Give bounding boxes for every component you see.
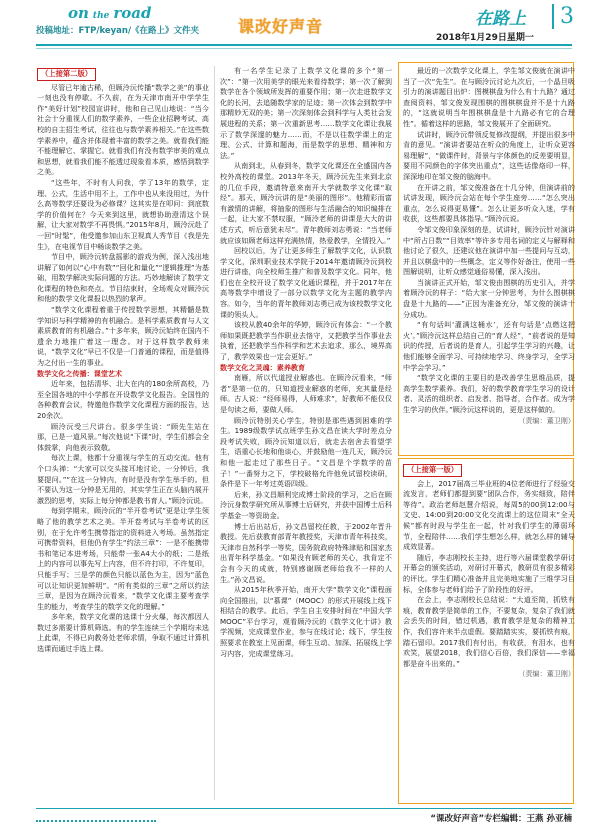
page-header [0,0,600,62]
paragraph: “数学文化课的主要目的是改善学生思维品质，提高学生数学素养。我们，好的数学教育学生学习的设计者、灵活的组织者、启发者、指导者，合作者。成为学生学习的伙伴。”顾泠沅这样说的，更是这样做的。 [403,373,575,414]
continued-tag: （上接第一版） [403,464,462,477]
paragraph: 博士后出站后，孙文昌留校任教，于2002年晋升教授。先后获教育部青年教授奖，天津市青年科技奖，天津市自然科学一等奖，国务院政府特殊津贴和国家杰出青年科学基金。“如果没有顾老师的关心，我肯定不会有今天的成就，特别感谢顾老师给我不一样的人生。”孙文昌说。 [220,521,392,584]
paragraph: 试讲时，顾泠沅带领反复修改提纲，并提出很多中肯的意见。“演讲者要站在听众的角度上，让听众更容易理解”，“做课件时，背景与字体颜色的反差要明显，要用不同颜色的字体突出重点”，这些话像烙印一样，深深地印在邹文俊的脑海中。 [403,129,575,181]
paragraph: 该校从教40余年的华婷，顾泠沅有体会：“一个教师如果既把教学当作职业去恪守，又把教学当作事业去执着，还把教学当作科学和艺术去追求，那么，境界高了，教学效果也一定会更好。” [220,320,392,362]
paper-logo: 在路上 [475,9,526,29]
continued-tag: （上接第二版） [37,68,96,81]
article-column-3 [403,66,575,446]
paragraph: 顾泠沅特别关心学生，特别是那些遇到困难的学生。1989级数学试点班学生孙文昌在读大学时差点分段考试失败，顾泠沅知道以后，就走去宿舍去看望学生，语重心长地和他谈心，并鼓励他一连几天，顾泠沅和他一起走过了那些日子。“文昌是个学数学的苗子！”一番努力之下，学校破格允许他免试留校读研，条件是下一年考过英语四级。 [220,415,392,489]
brand-logo: on the road [68,4,152,22]
paragraph: 有一名学生记录了上数学文化课的多个“第一次”：“第一次用美学的眼光来看待数学；第一次了解到数学在各个领域所发挥的重要作用；第一次走进数学文化的长河，去追随数学家的足迹；第一次体会到数学中那精妙无双的美；第一次深刻体会到科学与人类社会发展进程的关系；第一次重新思考……数学文化课让我展示了数学深邃的魅力……而，不是以往数学课上的定理、公式、计算和题海，而是数学的思想、精神和方法。” [220,66,392,160]
column-masthead: 课改好声音 [238,17,324,36]
article-column-4 [403,462,575,798]
paragraph: 随后，李志刚校长主持，进行等六届课堂教学研讨开幕会的颁奖活动，对研讨开幕式，教研员有很多精彩的评比。学生们精心准备并且完美地实施了三维学习目标，全体参与老师们给予了阶段性的好评。 [403,552,575,594]
paragraph: 尽管已年逾古稀，但顾泠沅传播“数学之美”的事业一刻也没有停歇。不久前，在为天津市南开中学学生作“美好计划”校园宣讲时，他和自己见山地说：“当今社会十分重视人们的数学素养，一些企业招聘考试、高校的自主招生考试，往往也与数学素养相关。”在这些数学素养中，蕴含并体现着丰富的数学之美。就看我们能不能理解它、掌握它。就看我们有没有数学审美的观点和思想，就看我们能不能透过现象看本质，感悟到数学之美。 [37,82,209,177]
paragraph: “有句话叫‘灌满这桶水’，还有句话是‘点燃这把火’。”顾泠沅这样总结自己的“育人经”，“前者说的是知识的传授，后者说的是育人，引起学生学习的兴趣，让他们能够全面学习、可持续地学习、终身学习，全学习中学会学习。” [403,320,575,372]
paragraph: 每次上课，他都十分重视与学生的互动交流。他有个口头禅：“大家可以交头接耳地讨论，一分钟后，我要提问。”“在这一分钟内，有时是没有学生举手的。但不要认为这一分钟是无用的，其实学生正在头脑内展开激烈的思考，实际上每分钟都是教书育人。”顾泠沅说。 [37,453,209,505]
submit-address: 投稿地址：FTP/keyan/《在路上》文件夹 [36,26,200,36]
editor-credit: （责编：董卫刚） [518,669,575,679]
paragraph: 从南到北，从春到冬，数学文化课还在全盛国内各校外高校的课堂。2013年冬天，顾泠沅先生来到北京的几位手段，邀请特意来南开大学就数学文化课“取经”。那天，顾泠沅讲的是“美丽的图形”。他精彩而富有激情的讲解，将抽象的图形与生活融合的知识编排在一起，让大家不禁叹服，“顾泠老师的讲课是大大的讲述方式，听后意犹未尽”。青年教师刘志勇说：“当老师就应该如顾老师这样充满热情，热爱教学，全情投入。” [220,161,392,245]
paragraph: “数学文化课程着重于传授数学思想，其精髓是数学知识与科学精神的有机融合。是科学素质教育与人文素质教育的有机融合。”十多年来，顾泠沅始终在国内不遗余力地推广着这一理念。对于这样数学教师来说，“数学文化”早已不仅是一门普通的课程，而是值得为之付出一生的事业。 [37,305,209,368]
paragraph: 回校以后，为了让更多师生了解数学文化，认识数学文化，深圳职业技术学院于2014年邀请顾泠沅到校进行讲座，向全校师生推广和普及数学文化。同年，他们也在全校开设了数学文化通识课程，并于2017年在高等数学中增设了一部分以数学文化为主题的教学内容。如今，当年的青年教师刘志勇已成为该校数学文化课的领头人。 [220,246,392,319]
issue-date: 2018年1月29日星期一 [436,33,534,43]
article-column-2 [220,66,392,806]
header-rule-thin [36,48,572,49]
column-divider [214,66,215,800]
paragraph: 当演讲正式开始，邹文俊由围棋的历史引入，并学着顾泠沅的样子：“给大家一分钟思考，为什么围棋棋盘是十九路的——”正因为准备充分，邹文俊的演讲十分成功。 [403,277,575,319]
paragraph: 最近的一次数学文化课上，学生邹文俊就在演讲中当了一次“先生”。在与顾泠沅讨论九次后，一个晶旦吸引力的演讲题目出炉：图模棋盘为什么有十九路？通过查阅资料，邹文俊发现围棋的围棋棋盘并不是十九路的，“这就说明当年围棋棋盘是十九路必有它的合理性”。循着这样的思路，邹文俊展开了全面研究。 [403,66,575,128]
section-heading: 数学文化之灵魂：素养教育 [220,362,306,372]
header-rule [36,44,572,46]
footer-ornament [36,814,156,822]
paragraph: “这些年，不时有人问我，学了13年的数学，定理、公式，生活中用不上，工作中也从来没用过，为什么高等数学还要设为必修课？这其实是在叩问：到底数学的价值何在？今天来到这里，就想协助澄清这个误解，让大家对数学不再畏惧。”2015年8月，顾泠沅赴了一回“时髦”，他受邀参加山东卫视真人秀节目《我是先生》，在电视节目中畅谈数学之美。 [37,177,209,251]
paragraph: 近年来，包括清华、北大在内的180余所高校，乃至全国各地的中小学都在开设数学文化报告。全国性的各种教育会议，特邀他作数学文化课程方面的报告，达20余次。 [37,379,209,420]
article-column-1 [37,66,209,806]
editor-credit: （责编：董卫刚） [518,415,575,425]
paragraph: 令邹文俊印象深刻的是，试讲时，顾泠沅针对演讲中“所占日数”“目效率”等许多专用名词的定义与解释和他讨论了很久，还建议他在演讲中加一些提问与互动，并且以棋盘中的一些概念，定义等作好备注，使用一些图解说明，让听众感觉通俗易懂，深入浅出。 [403,224,575,277]
section-heading: 数学文化之传播：课堂艺术 [37,368,123,378]
paragraph: 多年来，数学文化课的选课十分火爆，每次都因人数过多需要计算机筛选。有的学生连续三个学期均未选上此课，不得已向教务处老师求情，争取不通过计算机选课而通过手选上课。 [37,612,209,654]
paragraph: 会上，2017届高三毕业班的4位老师进行了经验交流发言，老师们都提到要“团队合作，务实细致，陪伴等待”。政治老师赵慧介绍说，每周5的00到12:00与文史、14:00到20:00文化交流课上的这位周末“全天候”都有时段与学生在一起，针对我们学生的薄弱环节，全程陪伴……我们学生想怎么样，就怎么样的辅导成效显著。 [403,478,575,552]
paragraph: 南雁，所以代道授业解惑也。在顾泠沅看来，“师者”是第一位的，只知道授业解惑的老师，充其量是经师。古人说：“经师易得，人师难求”，好教师不能仅仅是句读之师，要做人师。 [220,373,392,414]
paragraph: 从2015年秋季开始，南开大学“数学文化”课程面向全国推出，以“慕课”（MOOC）的形式开展线上线下相结合的教学。此后，学生自主安排时间在“中国大学MOOC”平台学习，观看顾泠沅的《数学文化十讲》教学视频，完成课堂作业，参与在线讨论；线下，学生按照要求在教室上见面课，师生互动、加深、拓展线上学习内容，完成课堂练习。 [220,585,392,658]
paragraph: 顾泠沅受三尺讲台。很多学生说：“顾先生站在那，已是一道风景。”每次他说“下课”时，学生们都会全体鼓掌，向他表示致敬。 [37,421,209,452]
paragraph: 在开讲之前，邹文俊准备在十几分钟，但演讲前的试讲发现，顾泠沅会站在每个学生座旁……“怎么突出重点，怎么说得更易懂”。怎么让更多听众入迷，学有收获，这些都要具体指导。”顾泠沅说。 [403,182,575,224]
page-number: 3 [552,4,574,29]
footer-rule [36,808,572,809]
paragraph: 在会上，李志刚校长总结说：“大道至简，抓铁有痕，教育教学是简单的工作，不要复杂，复杂了我们就会丢失的时间，错过机遇，教育教学是复杂的精神工作，我们容许来半点虚假。要踏踏实实，要抓铁有痕，踏石留印。2017我们有付出，有收获，有泪水，也有欢笑，展望2018，我们信心百倍，我们深信——幸福都是奋斗出来的。” [403,595,575,668]
column-editors: “课改好声音”专栏编辑：王燕 孙亚楠 [430,814,572,824]
paragraph: 节目中，顾泠沅转盘摇影的游戏为例，深入浅出地讲解了如何以“心中有数”“回化和量化”“逻辑推理”为基础，用数学解决实际问题的方法。巧妙地解读了数学文化课程的特色和亮点。节目结束时，全场观众对顾泠沅和他的数学文化课报以热烈的掌声。 [37,252,209,304]
paragraph: 后来，孙文昌顺利完成博士阶段的学习，之后在顾泠沅身数学研究所从事博士后研究，并获中国博士后科学基金一等资助金。 [220,489,392,520]
paragraph: 每到学期末，顾泠沅的“半开卷考试”更是让学生领略了他的教学艺术之美。半开卷考试与半卷考试的区别，在于允许考生携带指定的资料进入考场。虽然指定可携带资料，但他仍有学生“约法三章”：一是不能携带书和笔记本进考场，只能带一张A4大小的纸；二是纸上的内容可以事先写上内容，但不许打印，不许复印，只能手写；三是学的颜色只能以蓝色为主，因为“蓝色可以让知识更加鲜明”。“所有类似的三章”之所以约法三章，是因为在顾泠沅看来，“数学文化课主要考查学生的能力，考查学生的数学文化的理解。” [37,506,209,611]
